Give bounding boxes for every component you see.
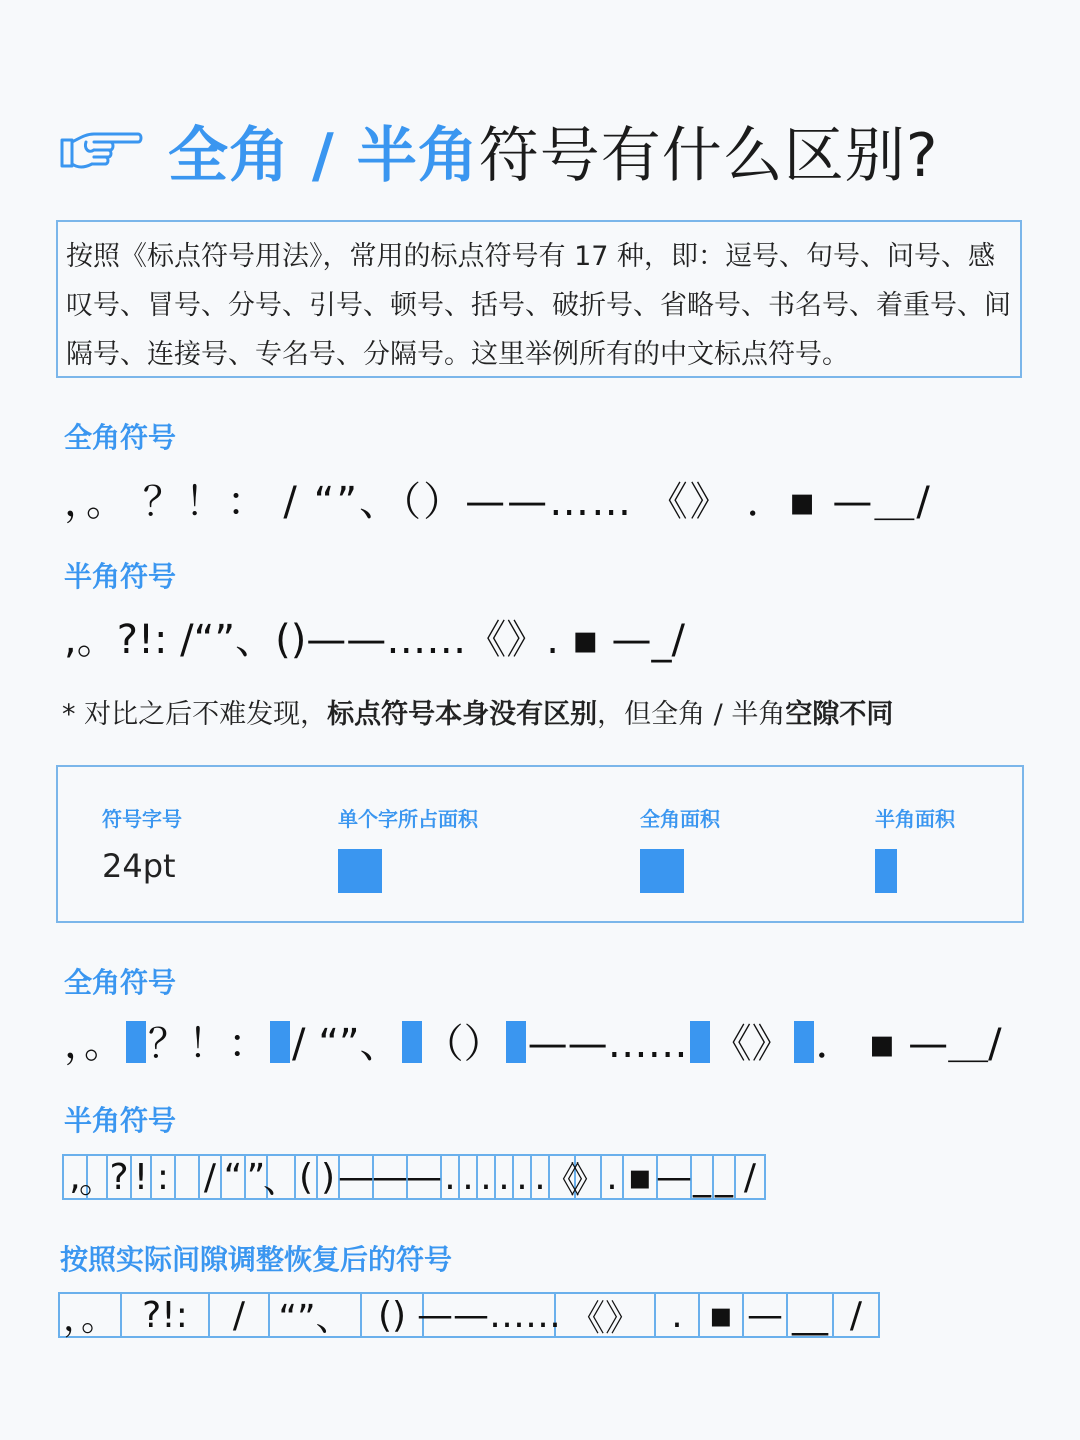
- gap-block: [402, 1021, 422, 1063]
- note-prefix: * 对比之后不难发现，: [62, 699, 328, 730]
- title-rest: 符号有什么区别?: [478, 121, 939, 191]
- grid-cell: ,: [64, 1156, 88, 1198]
- grid-cell: .: [514, 1156, 532, 1198]
- segment: 《》: [711, 1021, 792, 1067]
- comparison-note: [62, 692, 893, 731]
- title-highlight: 全角 / 半角: [168, 121, 479, 191]
- grid-cell: /: [834, 1294, 880, 1336]
- gap-block: [794, 1021, 814, 1063]
- intro-box: [56, 220, 1022, 378]
- grid-cell: :: [152, 1156, 176, 1198]
- fullwidth-area-square: [640, 849, 684, 893]
- halfwidth-area-rect: [875, 849, 897, 893]
- grid-cell: !: [132, 1156, 152, 1198]
- restored-grid: [58, 1292, 880, 1338]
- gap-block: [270, 1021, 290, 1063]
- col-font-size-value: 24pt: [102, 847, 176, 885]
- grid-cell: —: [406, 1156, 442, 1198]
- grid-cell: __: [788, 1294, 834, 1336]
- grid-cell: .: [602, 1156, 624, 1198]
- segment: ． ▪ —＿/: [815, 1021, 1002, 1067]
- grid-cell: /: [736, 1156, 766, 1198]
- grid-cell: ?: [108, 1156, 132, 1198]
- intro-text: 按照《标点符号用法》，常用的标点符号有 17 种，即：逗号、句号、问号、感叹号、冒号、分号、引号、顿号、括号、破折号、省略号、书名号、着重号、间隔号、连接号、专名号、分隔号。这里举例所有的中文标点符号。: [66, 241, 1011, 370]
- grid-cell: ): [318, 1156, 340, 1198]
- page-title: [58, 108, 939, 194]
- gap-block: [126, 1021, 146, 1063]
- fullwidth-gap-label: 全角符号: [64, 966, 177, 999]
- grid-cell: “: [222, 1156, 246, 1198]
- segment: ，。: [64, 1021, 124, 1067]
- grid-cell: _: [692, 1156, 714, 1198]
- grid-cell: 》: [576, 1156, 602, 1198]
- grid-cell: .: [478, 1156, 496, 1198]
- title-text: [168, 108, 939, 194]
- gap-block: [506, 1021, 526, 1063]
- grid-cell: _: [714, 1156, 736, 1198]
- grid-cell: .: [532, 1156, 550, 1198]
- gap-block: [690, 1021, 710, 1063]
- halfwidth-grid: [62, 1154, 766, 1200]
- segment: ——……: [527, 1021, 688, 1067]
- grid-cell: 、: [268, 1156, 296, 1198]
- area-table: [56, 765, 1024, 923]
- grid-cell: —: [338, 1156, 374, 1198]
- segment: ？！：: [148, 1021, 268, 1067]
- fullwidth-symbols: ，。 ？！： / “”、（）——…… 《》 ．▪ —＿/: [64, 479, 932, 525]
- col-font-size-header: 符号字号: [102, 807, 182, 831]
- grid-cell: .: [442, 1156, 460, 1198]
- grid-cell: ▪: [700, 1294, 744, 1336]
- col-fullwidth-area-header: 全角面积: [640, 807, 720, 831]
- halfwidth-label: 半角符号: [64, 560, 177, 593]
- segment: （）: [423, 1021, 504, 1067]
- grid-cell: 《》: [556, 1294, 656, 1336]
- grid-cell: .: [496, 1156, 514, 1198]
- grid-cell: /: [200, 1156, 222, 1198]
- grid-cell: “”、: [270, 1294, 362, 1336]
- pointing-hand-icon: [58, 126, 144, 176]
- grid-cell: ——……: [417, 1294, 561, 1336]
- restored-label: 按照实际间隙调整恢复后的符号: [60, 1243, 453, 1276]
- grid-cell: ，。: [60, 1294, 122, 1336]
- fullwidth-gap-symbols: [64, 1012, 1002, 1069]
- grid-cell: —: [656, 1156, 692, 1198]
- grid-cell: ”: [246, 1156, 268, 1198]
- char-area-square: [338, 849, 382, 893]
- note-bold-1: 标点符号本身没有区别: [327, 699, 598, 730]
- grid-cell: ?!:: [122, 1294, 210, 1336]
- col-halfwidth-area-header: 半角面积: [875, 807, 955, 831]
- grid-cell: /: [210, 1294, 270, 1336]
- segment: / “”、: [292, 1021, 400, 1067]
- halfwidth-grid-label: 半角符号: [64, 1104, 177, 1137]
- fullwidth-label: 全角符号: [64, 421, 177, 454]
- grid-cell: (: [296, 1156, 318, 1198]
- grid-cell: 。: [88, 1156, 108, 1198]
- grid-cell: —: [372, 1156, 408, 1198]
- grid-cell: .: [656, 1294, 700, 1336]
- grid-cell: 《: [550, 1156, 576, 1198]
- grid-cell: [176, 1156, 200, 1198]
- grid-cell: (): [362, 1294, 424, 1336]
- note-bold-2: 空隙不同: [785, 699, 894, 730]
- grid-cell: —: [744, 1294, 788, 1336]
- grid-cell: ▪: [624, 1156, 658, 1198]
- note-mid: ，但全角 / 半角: [597, 699, 786, 730]
- col-char-area-header: 单个字所占面积: [338, 807, 478, 831]
- grid-cell: .: [460, 1156, 478, 1198]
- halfwidth-symbols: ,。?!: /“”、()——……《》. ▪ —_/: [64, 617, 686, 663]
